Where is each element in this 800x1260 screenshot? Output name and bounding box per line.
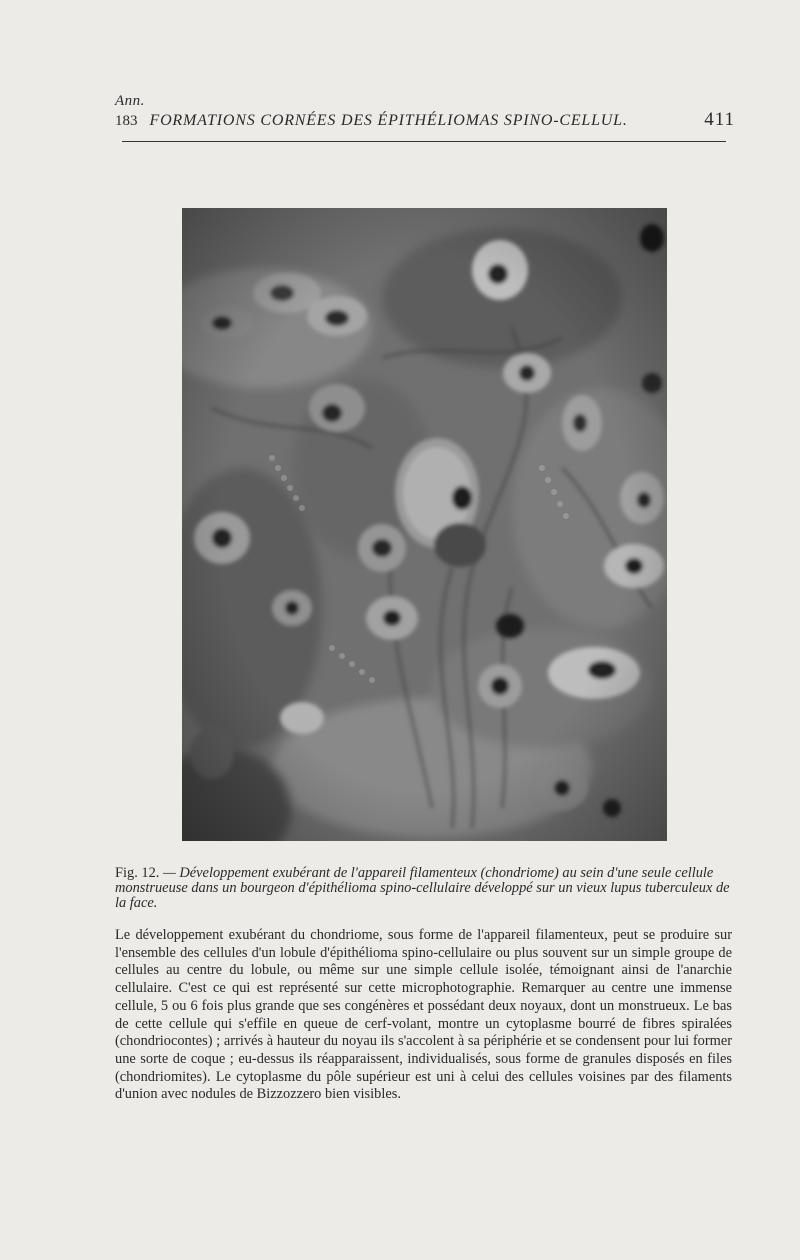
body-text	[115, 927, 732, 1104]
header-rule	[122, 141, 726, 142]
running-head	[115, 93, 735, 131]
running-title: FORMATIONS CORNÉES DES ÉPITHÉLIOMAS SPINO-CELLUL.	[149, 112, 628, 129]
figure-caption	[115, 866, 731, 911]
body-paragraph: Le développement exubérant du chondriome, sous forme de l'appareil filamenteux, peut se produire sur l'ensemble des cellules d'un lobule d'épithélioma spino-cellulaire ou plus souvent sur un simple groupe de cellules au centre du lobule, ou même sur une simple cellule isolée, témoignant ainsi de l'anarchie cellulaire. C'est ce qui est représenté sur cette microphotographie. Remarquer au centre une immense cellule, 5 ou 6 fois plus grande que ses congénères et possédant deux noyaux, dont un monstrueux. Le bas de cette cellule qui s'effile en queue de cerf-volant, montre un cytoplasme bourré de fibres spiralées (chondriocontes) ; arrivés à hauteur du noyau ils s'accolent à sa périphérie et se condensent pour lui former une sorte de coque ; eu-dessus ils réapparaissent, individualisés, sous forme de granules disposés en files (chondriomites). Le cytoplasme du pôle supérieur est uni à celui des cellules voisines par des filaments d'union avec nodules de Bizzozzero bien visibles.	[115, 927, 732, 1103]
figure-caption-text: — Développement exubérant de l'appareil filamenteux (chondriome) au sein d'une seule cellule monstrueuse dans un bourgeon d'épithélioma spino-cellulaire développé sur un vieux lupus tuberculeux de la face.	[115, 865, 730, 911]
microphotograph-image	[182, 208, 667, 841]
running-head-line	[115, 110, 735, 131]
journal-abbreviation: Ann.	[115, 93, 145, 109]
figure-label: Fig. 12.	[115, 865, 160, 881]
microphotograph	[182, 208, 667, 841]
page-number: 411	[704, 109, 735, 130]
page-reference: 183	[115, 113, 138, 129]
